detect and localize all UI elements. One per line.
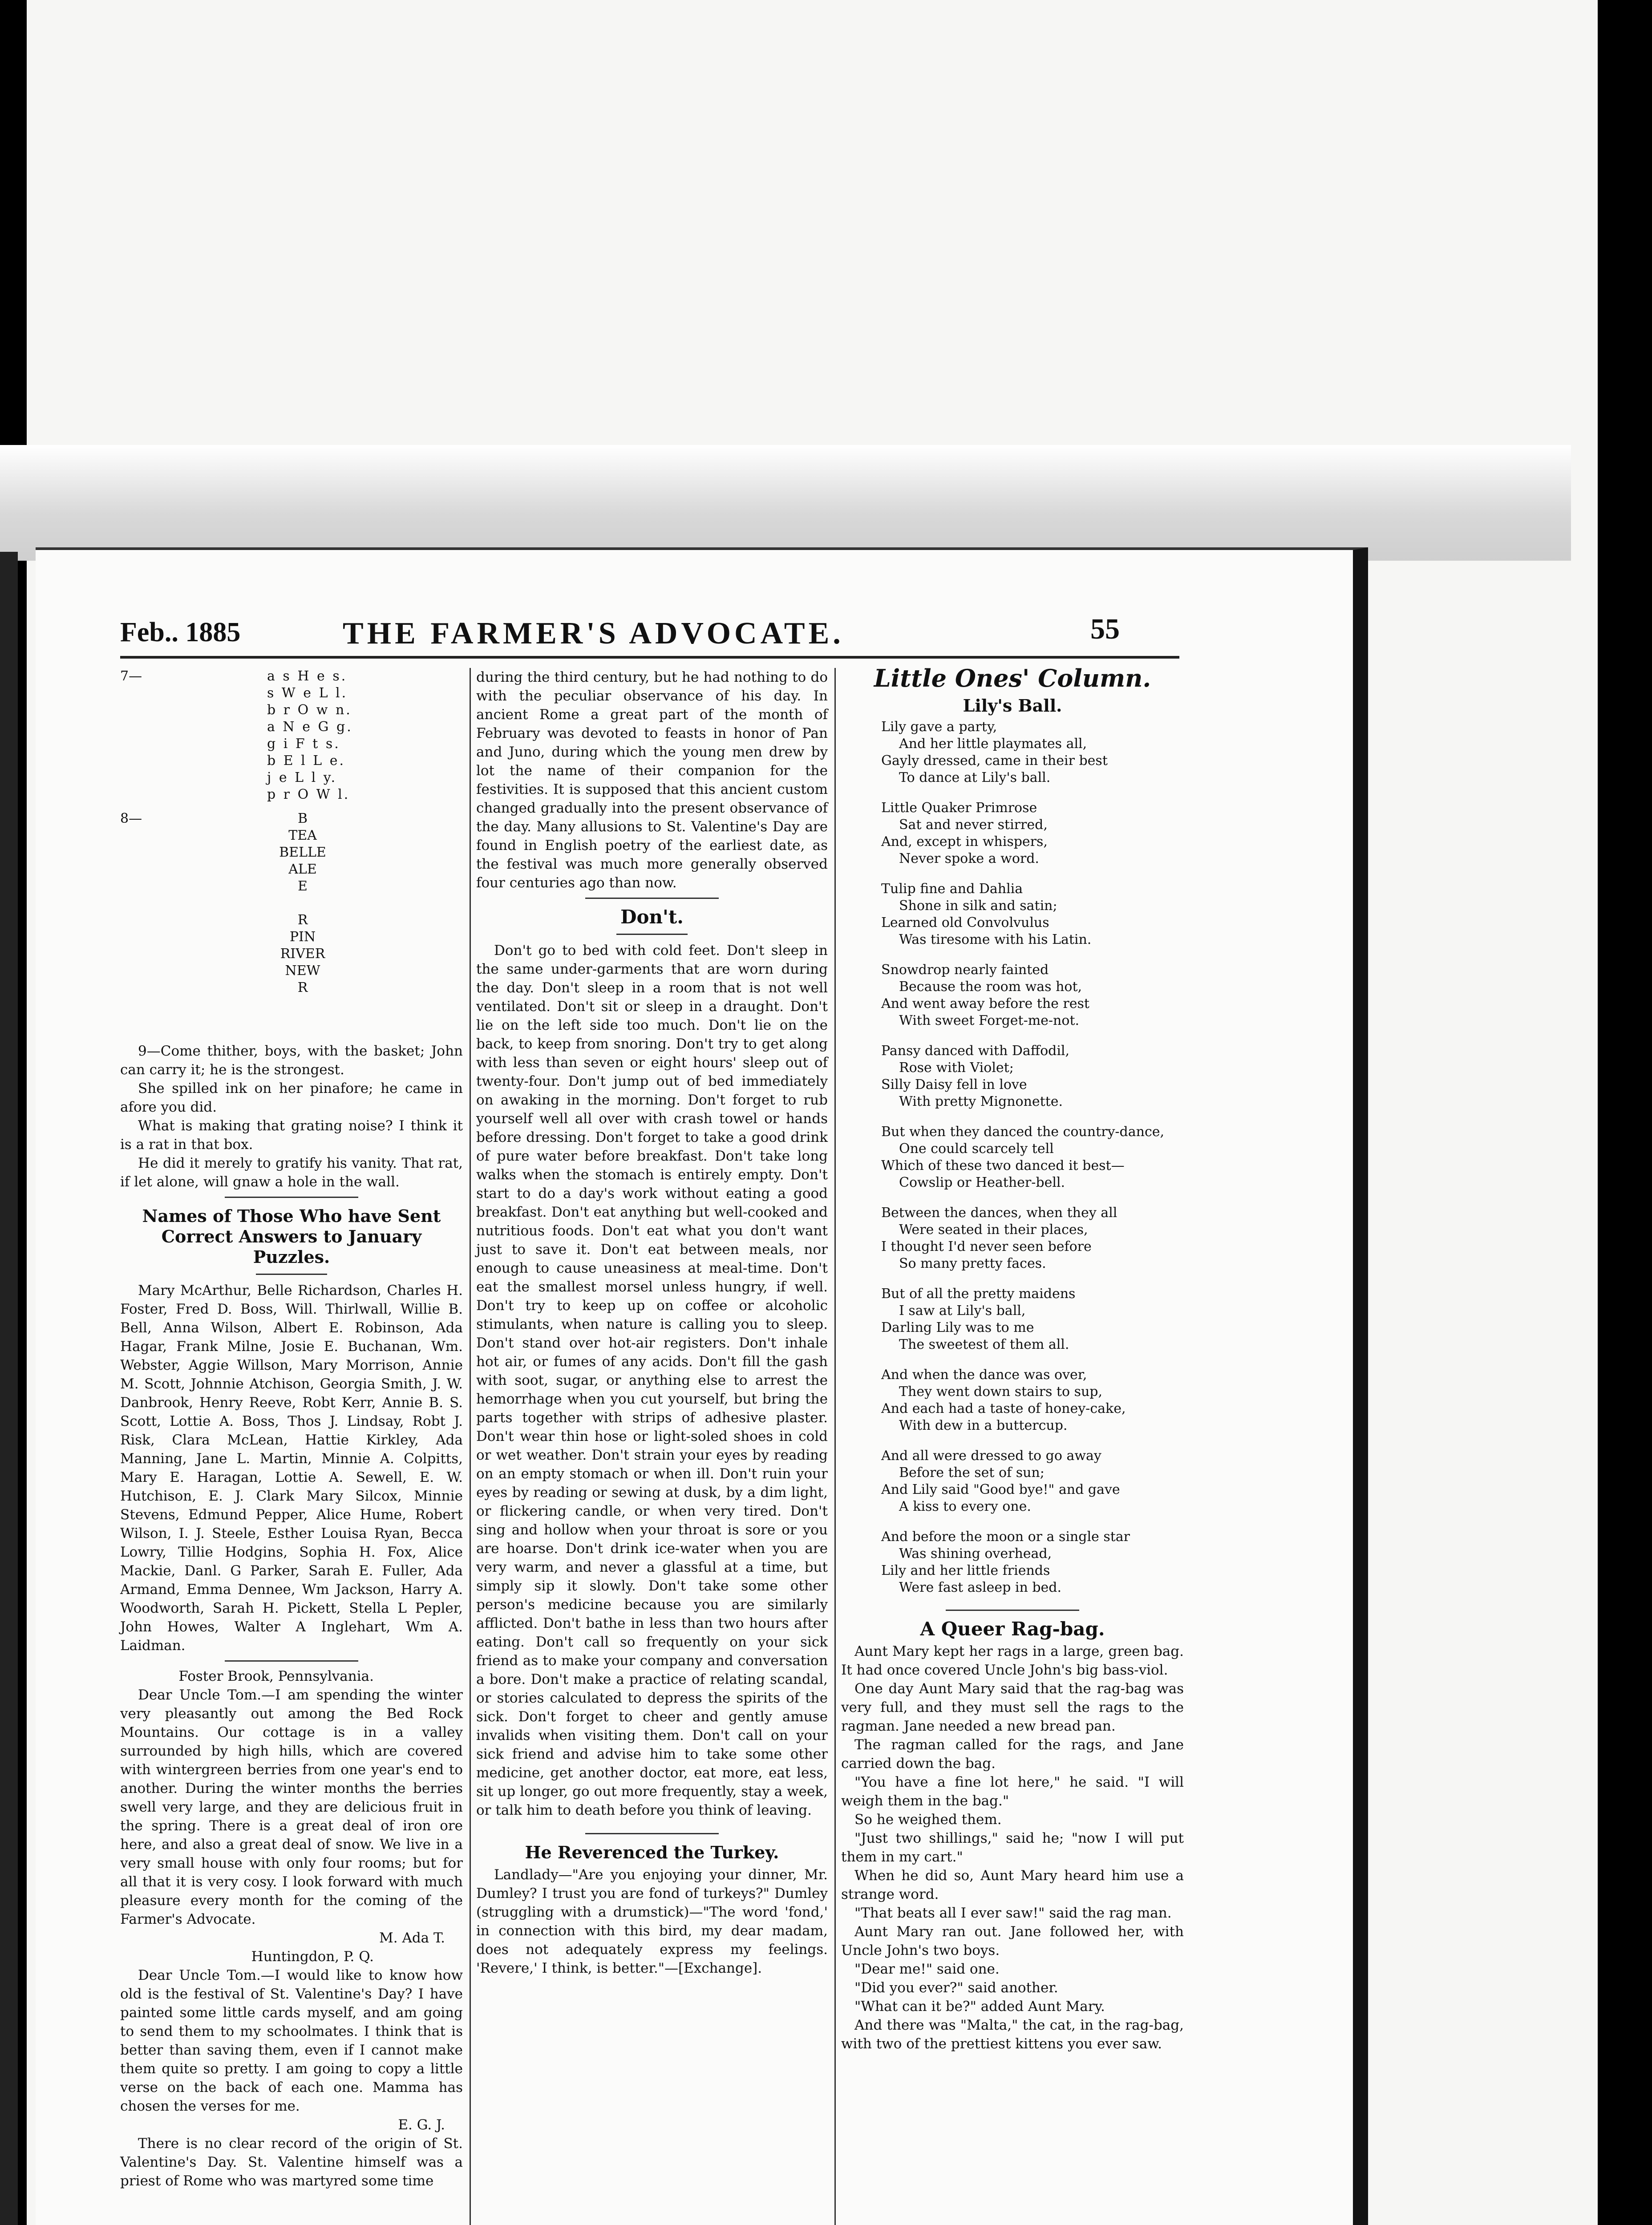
column-rule — [834, 668, 836, 2225]
poem-line: Were seated in their places, — [899, 1222, 1088, 1238]
header-rule — [120, 656, 1179, 659]
binding-edge — [0, 552, 18, 2225]
puzzle-line: PIN — [289, 929, 316, 945]
puzzle-line: TEA — [288, 828, 317, 843]
puzzle-8-diamond — [209, 810, 396, 996]
poem-line: Was shining overhead, — [899, 1546, 1052, 1562]
poem-stanza — [881, 1205, 1184, 1272]
poem-line: And her little playmates all, — [899, 736, 1087, 752]
poem-line: Shone in silk and satin; — [899, 898, 1057, 914]
puzzle-9-text: He did it merely to gratify his vanity. That rat, if let alone, will gnaw a hole in the wall. — [120, 1155, 463, 1190]
puzzle-line: RIVER — [280, 946, 325, 962]
poem-line: Because the room was hot, — [899, 979, 1082, 995]
poem-line: And all were dressed to go away — [881, 1448, 1101, 1464]
story-paragraph: "Did you ever?" said another. — [854, 1980, 1058, 1996]
puzzle-line: g i F t s. — [267, 736, 340, 752]
story-paragraph: When he did so, Aunt Mary heard him use a strange word. — [841, 1868, 1184, 1902]
poem-line: Gayly dressed, came in their best — [881, 753, 1108, 769]
poem-line: And each had a taste of honey-cake, — [881, 1401, 1126, 1416]
poem-line: Between the dances, when they all — [881, 1205, 1118, 1221]
puzzle-9-text: She spilled ink on her pinafore; he came in afore you did. — [120, 1080, 463, 1115]
poem-line: Cowslip or Heather-bell. — [899, 1175, 1065, 1190]
poem-line: Snowdrop nearly fainted — [881, 962, 1049, 978]
section-rule — [616, 934, 688, 935]
puzzle-line: NEW — [285, 963, 320, 979]
section-rule — [585, 1833, 719, 1834]
poem-line: Never spoke a word. — [899, 851, 1039, 866]
story-paragraph: One day Aunt Mary said that the rag-bag was very full, and they must sell the rags to the ragman. Jane needed a new bread pan. — [841, 1681, 1184, 1734]
poem-line: But when they danced the country-dance, — [881, 1124, 1165, 1140]
poem-stanza — [881, 1286, 1184, 1353]
puzzle-number: 8— — [120, 811, 142, 826]
letter-body: Dear Uncle Tom.—I would like to know how old is the festival of St. Valentine's Day? I have painted some little cards myself, and am going to send them to my schoolmates. I think that is better than saving them, even if I cannot make them quite so pretty. I am going to copy a little verse on the back of each one. Mamma has chosen the verses for me. — [120, 1967, 463, 2114]
column-left — [120, 668, 463, 2190]
names-heading: Names of Those Who have Sent Correct Answers to January Puzzles. — [142, 1206, 441, 1267]
poem-line: Lily gave a party, — [881, 719, 997, 735]
poem-line: And, except in whispers, — [881, 834, 1048, 850]
header-page-number: 55 — [1090, 613, 1120, 645]
valentine-text: There is no clear record of the origin of St. Valentine's Day. St. Valentine himself was a priest of Rome who was martyred some time — [120, 2136, 463, 2189]
story-paragraph: The ragman called for the rags, and Jane carried down the bag. — [841, 1737, 1184, 1772]
letter-location: Foster Brook, Pennsylvania. — [178, 1668, 374, 1684]
poem-line: The sweetest of them all. — [899, 1337, 1069, 1352]
puzzle-line: E — [298, 878, 308, 894]
story-paragraph: "That beats all I ever saw!" said the rag man. — [854, 1905, 1172, 1921]
letter-body: Dear Uncle Tom.—I am spending the winter very pleasantly out among the Bed Rock Mountains. Our cottage is in a valley surrounded by high hills, which are covered with wintergreen berries from one year's end to another. During the winter months the berries swell very large, and they are delicious fruit in the spring. There is a great deal of iron ore here, and also a great deal of snow. We live in a very small house with only four rooms; but for all that it is very cosy. I look forward with much pleasure every month for the coming of the Farmer's Advocate. — [120, 1687, 463, 1927]
puzzle-line: a s H e s. — [267, 668, 348, 684]
puzzle-line: s W e L l. — [267, 685, 348, 701]
story-paragraph: "What can it be?" added Aunt Mary. — [854, 1998, 1105, 2015]
poem-line: Little Quaker Primrose — [881, 800, 1037, 816]
puzzle-line: j e L l y. — [267, 770, 337, 785]
newspaper-page — [36, 547, 1368, 2225]
poem-stanza — [881, 1448, 1184, 1515]
poem-line: And Lily said "Good bye!" and gave — [881, 1482, 1120, 1497]
poem-stanza — [881, 1043, 1184, 1110]
ragbag-story — [841, 1642, 1184, 2053]
puzzle-line: R — [297, 912, 308, 928]
puzzle-number: 7— — [120, 668, 142, 684]
story-paragraph: "Just two shillings," said he; "now I will put them in my cart." — [841, 1830, 1184, 1865]
poem-line: They went down stairs to sup, — [899, 1384, 1103, 1400]
poem-line: To dance at Lily's ball. — [899, 770, 1051, 785]
turkey-heading: He Reverenced the Turkey. — [525, 1842, 779, 1862]
poem-line: Learned old Convolvulus — [881, 915, 1049, 930]
puzzle-gap — [209, 895, 396, 912]
story-paragraph: Aunt Mary kept her rags in a large, green bag. It had once covered Uncle John's big bass-viol. — [841, 1643, 1184, 1678]
puzzle-answers — [120, 668, 463, 1042]
dont-body: Don't go to bed with cold feet. Don't sleep in the same under-garments that are worn during the day. Don't sleep in a room that is not well ventilated. Don't sit or sleep in a draught. Don't lie on the left side too much. Don't lie on the back, to keep from snoring. Don't try to get along with less than seven or eight hours' sleep out of twenty-four. Don't jump out of bed immediately on awaking in the morning. Don't forget to rub yourself well all over with crash towel or hands before dressing. Don't forget to take a good drink of pure water before breakfast. Don't take long walks when the stomach is entirely empty. Don't start to do a day's work without eating a good breakfast. Don't eat anything but well-cooked and nutritious foods. Don't eat what you don't want just to save it. Don't eat between meals, nor enough to cause uneasiness at meal-time. Don't eat the smallest morsel unless hungry, if well. Don't try to keep up on coffee or alcoholic stimulants, when nature is calling you to sleep. Don't stand over hot-air registers. Don't inhale hot air, or fumes of any acids. Don't fill the gash with soot, sugar, or anything else to arrest the hemorrhage when you cut yourself, but bring the parts together with strips of adhesive plaster. Don't wear thin hose or light-soled shoes in cold or wet weather. Don't strain your eyes by reading on an empty stomach or when ill. Don't ruin your eyes by reading or sewing at dusk, by a dim light, or flickering candle, or when very tired. Don't sing and hollow when your throat is sore or you are hoarse. Don't drink ice-water when you are very warm, and never a glassful at a time, but simply sip it slowly. Don't take some other person's medicine because you are similarly afflicted. Don't bathe in less than two hours after eating. Don't call so frequently on your sick friend as to make your company and conversation a bore. Don't make a practice of relating scandal, or stories calculated to depress the spirits of the sick. Don't forget to cheer and gently amuse invalids when visiting them. Don't call on your sick friend and advise him to take some other medicine, get another doctor, eat more, eat less, sit up longer, go out more frequently, stay a week, or talk him to death before you think of leaving. — [476, 943, 828, 1818]
puzzle-line: p r O W l. — [267, 787, 350, 802]
poem-line: Were fast asleep in bed. — [899, 1580, 1062, 1595]
poem-line: Darling Lily was to me — [881, 1320, 1034, 1335]
scan-shadow — [0, 445, 1571, 561]
column-title: Little Ones' Column. — [874, 664, 1151, 692]
poem-line: And went away before the rest — [881, 996, 1089, 1011]
section-rule — [256, 1274, 327, 1275]
section-rule — [585, 898, 719, 899]
poem-stanza — [881, 800, 1184, 867]
poem-stanza — [881, 719, 1184, 786]
poem-line: A kiss to every one. — [899, 1499, 1031, 1514]
poem-line: Which of these two danced it best— — [881, 1158, 1125, 1173]
poem-line: Pansy danced with Daffodil, — [881, 1043, 1070, 1059]
column-middle — [476, 668, 828, 1978]
puzzle-line: ALE — [288, 862, 317, 877]
poem-line: Before the set of sun; — [899, 1465, 1045, 1481]
puzzle-7-lines — [267, 668, 353, 803]
section-rule — [946, 1610, 1079, 1611]
story-paragraph: "You have a fine lot here," he said. "I will weigh them in the bag." — [841, 1774, 1184, 1809]
poem-line: With sweet Forget-me-not. — [899, 1013, 1080, 1028]
dont-heading: Don't. — [620, 906, 684, 928]
puzzle-9-text: 9—Come thither, boys, with the basket; John can carry it; he is the strongest. — [120, 1043, 463, 1078]
poem-line: So many pretty faces. — [899, 1256, 1046, 1271]
poem-line: Sat and never stirred, — [899, 817, 1048, 833]
column-rule — [470, 668, 471, 2225]
poem-line: And before the moon or a single star — [881, 1529, 1130, 1545]
poem-stanza — [881, 962, 1184, 1029]
poem-body — [841, 719, 1184, 1596]
poem-line: Tulip fine and Dahlia — [881, 881, 1023, 897]
puzzle-line: B — [297, 811, 308, 826]
poem-line: With pretty Mignonette. — [899, 1094, 1063, 1109]
poem-line: One could scarcely tell — [899, 1141, 1054, 1157]
page-header — [36, 550, 1353, 651]
poem-line: I saw at Lily's ball, — [899, 1303, 1026, 1319]
poem-stanza — [881, 881, 1184, 948]
ragbag-heading: A Queer Rag-bag. — [920, 1618, 1105, 1640]
poem-line: Rose with Violet; — [899, 1060, 1014, 1076]
poem-stanza — [881, 1367, 1184, 1434]
puzzle-line: b r O w n. — [267, 702, 352, 718]
letter-location: Huntingdon, P. Q. — [251, 1949, 374, 1965]
story-paragraph: So he weighed them. — [854, 1812, 1002, 1828]
puzzle-line: a N e G g. — [267, 719, 353, 735]
header-title: THE FARMER'S ADVOCATE. — [343, 616, 844, 651]
names-list: Mary McArthur, Belle Richardson, Charles H. Foster, Fred D. Boss, Will. Thirlwall, Willie B. Bell, Anna Wilson, Albert E. Robinson, Ada Hagar, Frank Milne, Josie E. Buchanan, Wm. Webster, Aggie Willson, Mary Morrison, Annie M. Scott, Johnnie Atchison, Georgia Smith, J. W. Danbrook, Henry Reeve, Robt Kerr, Annie B. S. Scott, Lottie A. Boss, Thos J. Lindsay, Robt J. Risk, Clara McLean, Hattie Kirkley, Ada Manning, Jane L. Martin, Minnie A. Colpitts, Mary E. Haragan, Lottie A. Sewell, E. W. Hutchison, E. J. Clark Mary Silcox, Minnie Stevens, Edmund Pepper, Alice Hume, Robert Wilson, I. J. Steele, Esther Louisa Ryan, Becca Lowry, Tillie Hodgins, Sophia H. Fox, Alice Mackie, Danl. G Parker, Sarah E. Fuller, Ada Armand, Emma Dennee, Wm Jackson, Harry A. Woodworth, Sarah H. Pickett, Stella L Pepler, John Howes, Walter A Inglehart, Wm A. Laidman. — [120, 1282, 463, 1654]
story-paragraph: And there was "Malta," the cat, in the rag-bag, with two of the prettiest kittens you ever saw. — [841, 2017, 1184, 2052]
story-paragraph: "Dear me!" said one. — [854, 1961, 1000, 1977]
poem-line: And when the dance was over, — [881, 1367, 1087, 1383]
poem-line: I thought I'd never seen before — [881, 1239, 1092, 1254]
letter-signature: M. Ada T. — [379, 1930, 445, 1946]
poem-title: Lily's Ball. — [963, 696, 1062, 716]
section-rule — [225, 1197, 358, 1198]
poem-line: Silly Daisy fell in love — [881, 1077, 1027, 1092]
poem-stanza — [881, 1124, 1184, 1191]
puzzle-line: b E l L e. — [267, 753, 346, 769]
poem-stanza — [881, 1529, 1184, 1596]
puzzle-line: BELLE — [279, 845, 326, 860]
poem-line: With dew in a buttercup. — [899, 1418, 1068, 1433]
poem-line: But of all the pretty maidens — [881, 1286, 1076, 1302]
puzzle-9-text: What is making that grating noise? I think it is a rat in that box. — [120, 1118, 463, 1153]
poem-line: Was tiresome with his Latin. — [899, 932, 1092, 947]
poem-line: Lily and her little friends — [881, 1563, 1050, 1578]
header-date: Feb.. 1885 — [120, 617, 241, 647]
story-paragraph: Aunt Mary ran out. Jane followed her, with Uncle John's two boys. — [841, 1924, 1184, 1958]
puzzle-line: R — [297, 980, 308, 995]
column-right — [841, 664, 1184, 2053]
turkey-body: Landlady—"Are you enjoying your dinner, Mr. Dumley? I trust you are fond of turkeys?" Dumley (struggling with a drumstick)—"The word 'fond,' in connection with this bird, my dear madam, does not adequately express my feelings. 'Revere,' I think, is better."—[Exchange]. — [476, 1867, 828, 1976]
valentine-text: during the third century, but he had nothing to do with the peculiar observance of his day. In ancient Rome a great part of the month of February was devoted to feasts in honor of Pan and Juno, during which the young men drew by lot the name of their companion for the festivities. It is supposed that this ancient custom changed gradually into the present observance of the day. Many allusions to St. Valentine's Day are found in English poetry of the earliest date, as the festival was much more generally observed four centuries ago than now. — [476, 669, 828, 891]
section-rule — [225, 1660, 358, 1662]
letter-signature: E. G. J. — [398, 2117, 445, 2133]
